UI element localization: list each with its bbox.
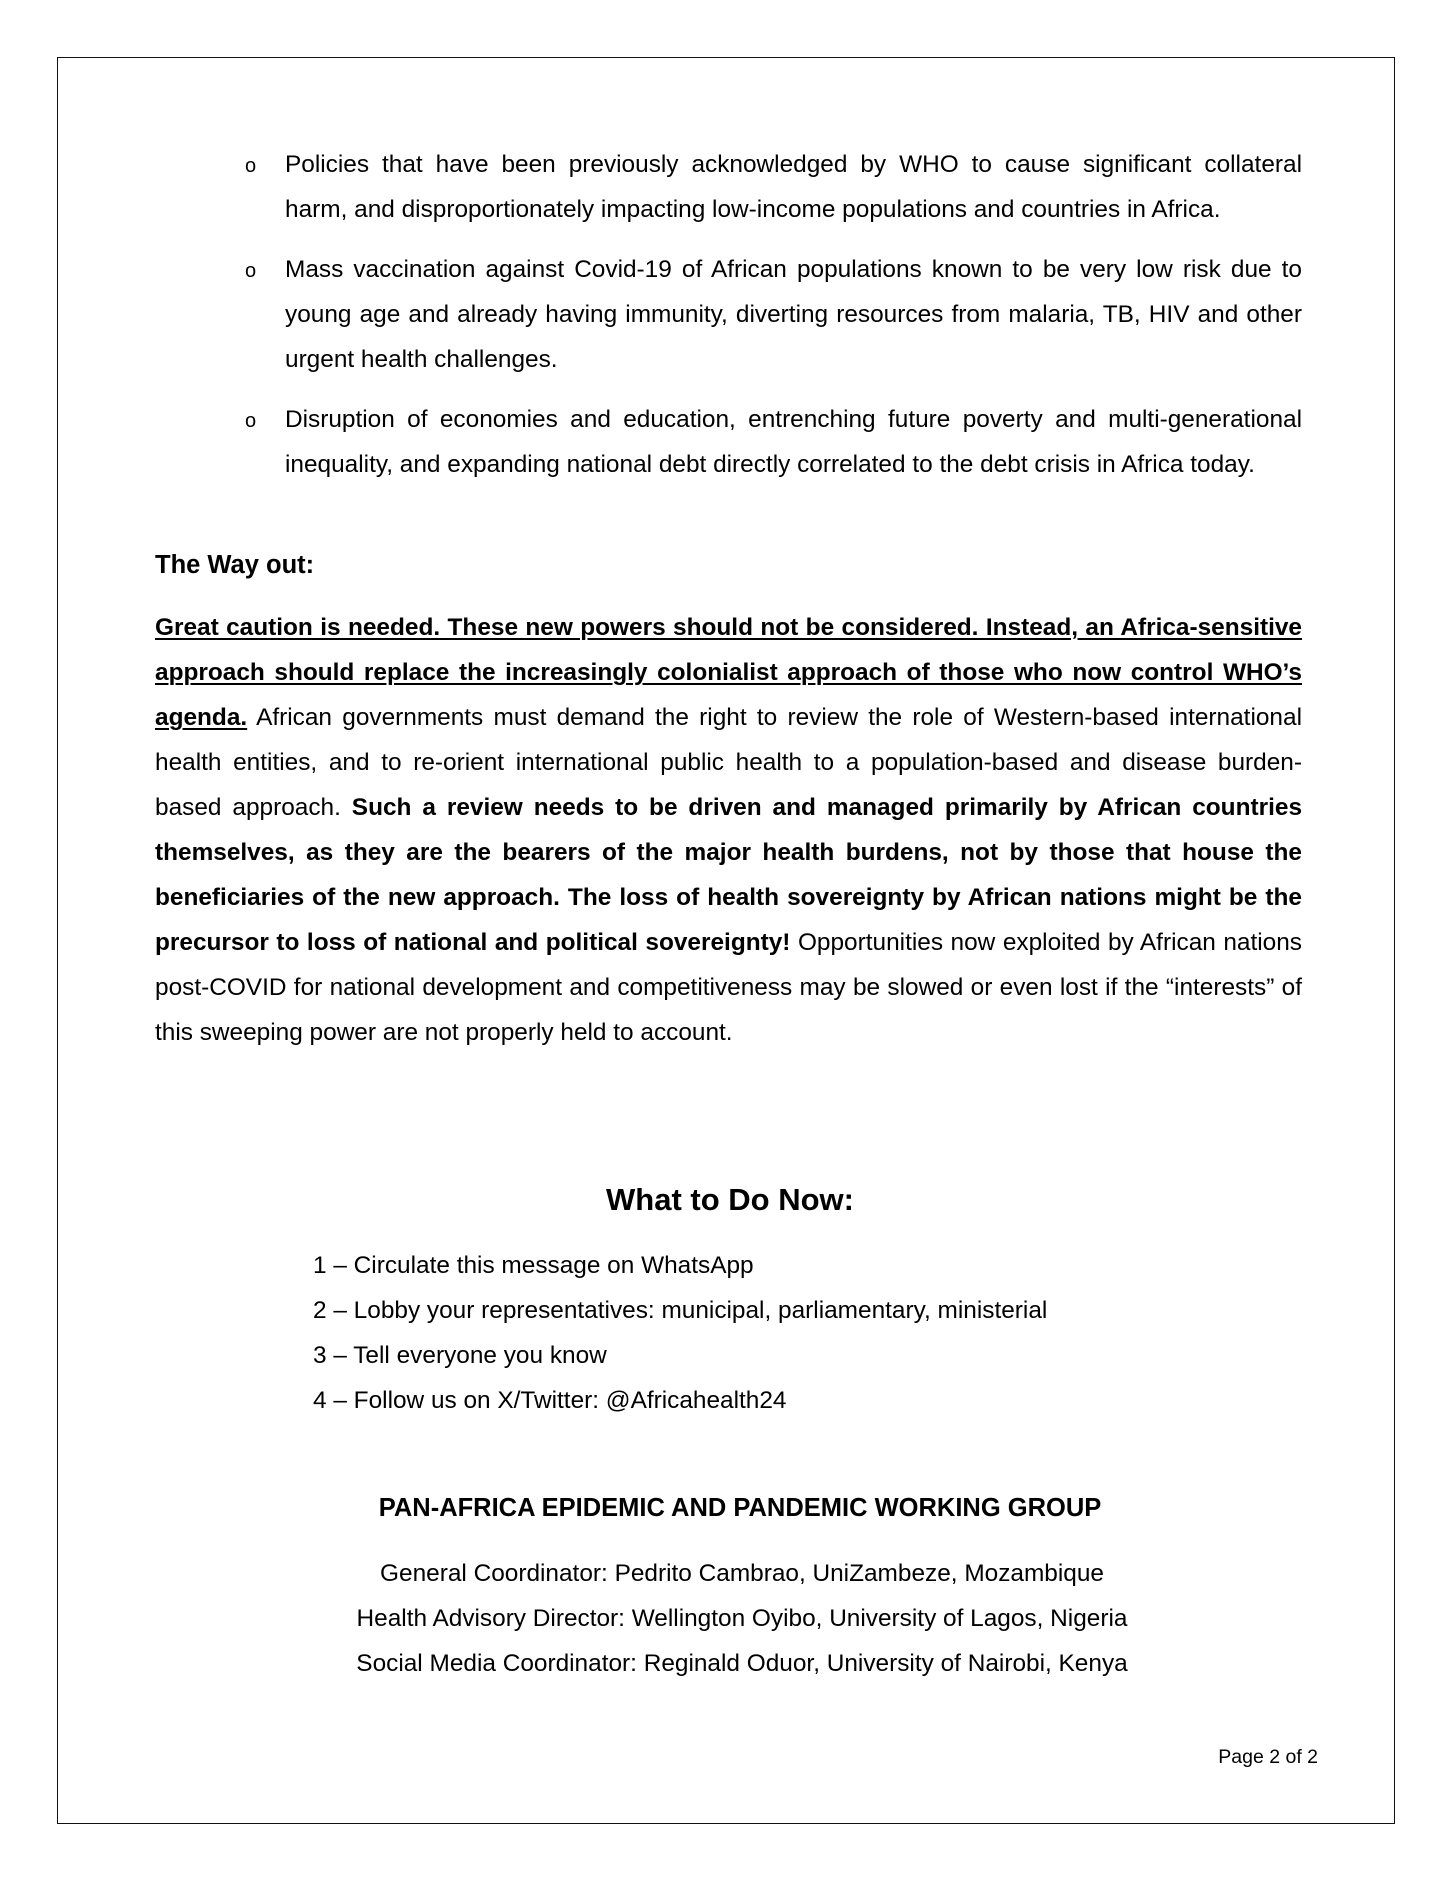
hollow-circle-bullet-icon: o (245, 155, 257, 177)
bullet-list (245, 142, 1302, 502)
way-out-bold-statement: Such a review needs to be driven and managed primarily by African countries themselves, as they are the bearers of the major health burdens, not by those that house the beneficiaries of the new approach. The loss of health sovereignty by African nations might be the precursor to loss of national and political sovereignty! (155, 794, 1303, 956)
bullet-item-collateral-harm (245, 142, 1302, 232)
action-item-lobby: 2 – Lobby your representatives: municipal, parliamentary, ministerial (313, 1297, 1048, 1324)
page-number: Page 2 of 2 (1218, 1746, 1318, 1768)
action-item-follow-twitter: 4 – Follow us on X/Twitter: @Africahealth24 (313, 1387, 787, 1414)
what-to-do-heading: What to Do Now: (606, 1182, 854, 1217)
bullet-item-mass-vaccination (245, 247, 1302, 382)
member-social-media-coordinator: Social Media Coordinator: Reginald Oduor, University of Nairobi, Kenya (356, 1650, 1128, 1677)
action-item-tell-everyone: 3 – Tell everyone you know (313, 1342, 607, 1369)
bullet-text: Policies that have been previously acknowledged by WHO to cause significant collateral harm, and disproportionately impacting low-income populations and countries in Africa. (285, 151, 1302, 223)
action-item-whatsapp: 1 – Circulate this message on WhatsApp (313, 1252, 754, 1279)
member-general-coordinator: General Coordinator: Pedrito Cambrao, UniZambeze, Mozambique (380, 1560, 1104, 1587)
way-out-underlined-statement: Great caution is needed. These new powers should not be considered. Instead, an Africa-sensitive approach should replace the increasingly colonialist approach of those who now control WHO’s agenda. (155, 614, 1302, 731)
bullet-text: Disruption of economies and education, entrenching future poverty and multi-generational inequality, and expanding national debt directly correlated to the debt crisis in Africa today. (285, 406, 1302, 478)
way-out-text-1: African governments must demand the right to review the role of Western-based international health entities, and to re-orient international public health to a population-based and disease burden-based approach. (155, 704, 1302, 821)
member-health-advisory-director: Health Advisory Director: Wellington Oyibo, University of Lagos, Nigeria (356, 1605, 1128, 1632)
bullet-text: Mass vaccination against Covid-19 of African populations known to be very low risk due to young age and already having immunity, diverting resources from malaria, TB, HIV and other urgent health challenges. (285, 256, 1302, 373)
hollow-circle-bullet-icon: o (245, 410, 257, 432)
way-out-paragraph (155, 605, 1302, 1055)
way-out-text-2: Opportunities now exploited by African nations post-COVID for national development and competitiveness may be slowed or even lost if the “interests” of this sweeping power are not properly held to account. (155, 929, 1302, 1046)
organization-members (0, 1551, 1456, 1686)
bullet-item-disruption (245, 397, 1302, 487)
action-list (313, 1243, 1047, 1423)
hollow-circle-bullet-icon: o (245, 260, 257, 282)
way-out-heading: The Way out: (155, 551, 315, 579)
organization-name: PAN-AFRICA EPIDEMIC AND PANDEMIC WORKING GROUP (378, 1494, 1102, 1522)
